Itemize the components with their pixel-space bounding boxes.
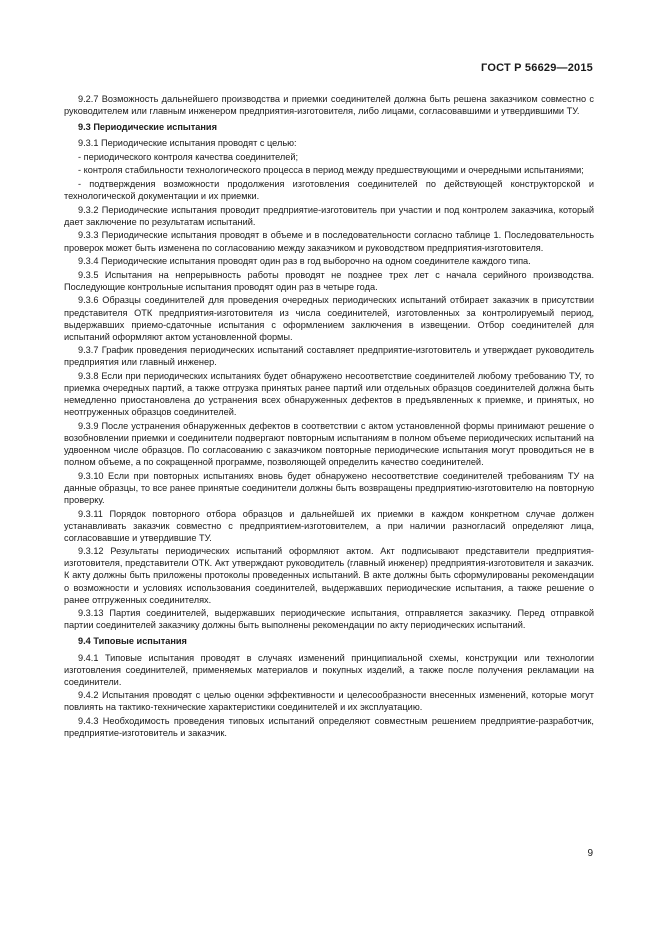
document-body [64,93,594,741]
paragraph: 9.4.2 Испытания проводят с целью оценки эффективности и целесообразности внесенных изменений, которые могут повлиять на тактико-технические характеристики соединителей и их эксплуатацию. [64,690,594,713]
paragraph: 9.3.3 Периодические испытания проводят в объеме и в последовательности согласно таблице 1. Последовательность проверок может быть изменена по согласованию между заказчиком и руководством предприятия-изготовителя. [64,230,594,253]
document-id: ГОСТ Р 56629—2015 [481,62,593,74]
paragraph: 9.4.3 Необходимость проведения типовых испытаний определяют совместным решением предприятие-разработчик, предприятие-изготовитель и заказчик. [64,716,594,739]
paragraph: 9.3.2 Периодические испытания проводит предприятие-изготовитель при участии и под контролем заказчика, который дает заключение по результатам испытаний. [64,204,594,227]
paragraph: 9.3.10 Если при повторных испытаниях вновь будет обнаружено несоответствие соединителей требованиям ТУ на данные образцы, то все ранее принятые соединители должны быть возвращены предприятию-изготовителю на повторную проверку. [64,470,594,505]
list-item: - периодического контроля качества соединителей; [78,151,299,162]
paragraph: 9.3.7 График проведения периодических испытаний составляет предприятие-изготовитель и утверждает руководитель предприятия или главный инженер. [64,345,594,368]
paragraph: 9.3.13 Партия соединителей, выдержавших периодические испытания, отправляется заказчику. Перед отправкой партии соединителей заказчику должны быть выполнены рекомендации по акту периодических испытаний. [64,608,594,631]
list-item: - подтверждения возможности продолжения изготовления соединителей по действующей конструкторской и технологической документации и их приемки. [64,179,594,202]
page-number: 9 [587,848,593,859]
paragraph: 9.3.8 Если при периодических испытаниях будет обнаружено несоответствие соединителей любому требованию ТУ, то приемка очередных партий, а также отгрузка принятых ранее партий или отдельных образцов соединителей должна быть немедленно приостановлена до устранения всех обнаруженных дефектов в предъявленных к приемке, и принятых, но неотгруженных образцов соединителей. [64,370,594,418]
list-item: - контроля стабильности технологического процесса в период между предшествующими и очередными испытаниями; [78,165,584,176]
paragraph: 9.3.1 Периодические испытания проводят с целью: [78,138,297,149]
paragraph: 9.3.6 Образцы соединителей для проведения очередных периодических испытаний отбирает заказчик в присутствии представителя ОТК предприятия-изготовителя из числа соединителей, изготовленных за контролируемый период, выдержавших приемо-сдаточные испытания с оформлением заключения в извещении. Отбор соединителей для испытаний оформляют актом установленной формы. [64,295,594,342]
section-heading: 9.4 Типовые испытания [78,636,187,647]
section-heading: 9.3 Периодические испытания [78,122,217,133]
paragraph: 9.2.7 Возможность дальнейшего производства и приемки соединителей должна быть решена заказчиком совместно с руководителем или главным инженером предприятия-изготовителя, либо лицами, согласовавшими и утвердившими ТУ. [64,94,594,117]
paragraph: 9.3.4 Периодические испытания проводят один раз в год выборочно на одном соединителе каждого типа. [78,256,531,267]
paragraph: 9.3.5 Испытания на непрерывность работы проводят не позднее трех лет с начала серийного производства. Последующие контрольные испытания проводят один раз в четыре года. [64,269,594,292]
paragraph: 9.3.9 После устранения обнаруженных дефектов в соответствии с актом установленной формы принимают решение о возобновлении приемки и соединители подвергают повторным испытаниям в полном объеме периодических испытаний на удвоенном числе образцов. По согласованию с заказчиком повторные периодические испытания могут проводиться не в полном объеме, а по сокращенной программе, позволяющей определить качество соединителей. [64,420,594,468]
paragraph: 9.3.12 Результаты периодических испытаний оформляют актом. Акт подписывают представители предприятия-изготовителя, представители ОТК. Акт утверждают руководитель (главный инженер) предприятия-изготовителя и заказчик. К акту должны быть приложены протоколы проведенных испытаний. В акте должны быть сформулированы рекомендации о возможности и условиях использования соединителей, выдержавших периодические испытания, а также решение о ранее отгруженных соединителях. [64,546,594,605]
paragraph: 9.3.11 Порядок повторного отбора образцов и дальнейшей их приемки в каждом конкретном случае должен устанавливать заказчик совместно с предприятием-изготовителем, а при наличии разногласий определяют лица, согласовавшие и утвердившие ТУ. [64,508,594,543]
paragraph: 9.4.1 Типовые испытания проводят в случаях изменений принципиальной схемы, конструкции или технологии изготовления соединителей, применяемых материалов и покупных изделий, а также после получения рекламации на соединители. [64,652,594,687]
